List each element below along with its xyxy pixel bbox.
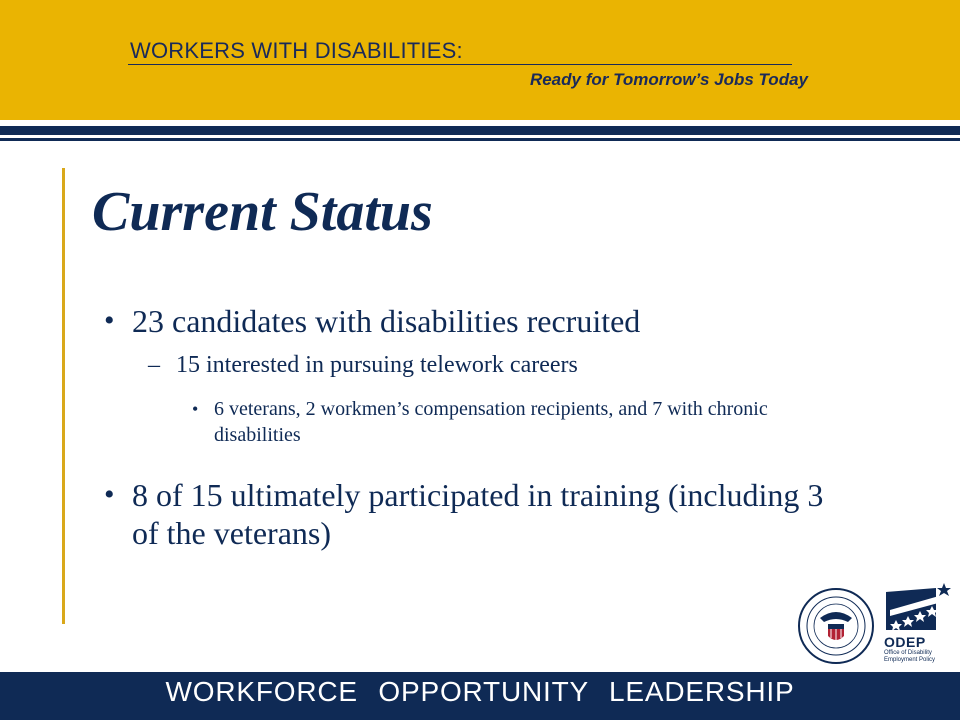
header-stripe-thick [0, 126, 960, 135]
bullet-text: 15 interested in pursuing telework careers [176, 352, 578, 378]
slide-title: Current Status [92, 181, 433, 243]
odep-label: ODEP [884, 634, 926, 650]
bullet-item [104, 302, 804, 340]
bullet-text: 23 candidates with disabilities recruited [132, 303, 641, 339]
logo-area [798, 580, 954, 672]
header-stripe-thin [0, 138, 960, 141]
department-of-labor-seal-icon [798, 588, 874, 664]
content-left-rule [62, 168, 65, 624]
bullet-marker: • [104, 478, 115, 511]
odep-description: Office of Disability Employment Policy [884, 650, 936, 663]
bullet-marker: • [104, 304, 115, 337]
header-title: WORKERS WITH DISABILITIES: [130, 38, 463, 63]
bullet-marker: • [192, 399, 199, 419]
sub-sub-bullet-item [192, 396, 812, 448]
bullet-text: 6 veterans, 2 workmen’s compensation recipients, and 7 with chronic disabilities [214, 398, 768, 446]
bullet-item [104, 476, 824, 552]
footer-text: WORKFORCE OPPORTUNITY LEADERSHIP [165, 676, 795, 707]
header-divider [128, 64, 792, 65]
bullet-marker: – [148, 352, 160, 378]
sub-bullet-item [148, 350, 788, 380]
bullet-text: 8 of 15 ultimately participated in training (including 3 of the veterans) [132, 477, 824, 551]
header-subtitle: Ready for Tomorrow’s Jobs Today [529, 70, 808, 89]
